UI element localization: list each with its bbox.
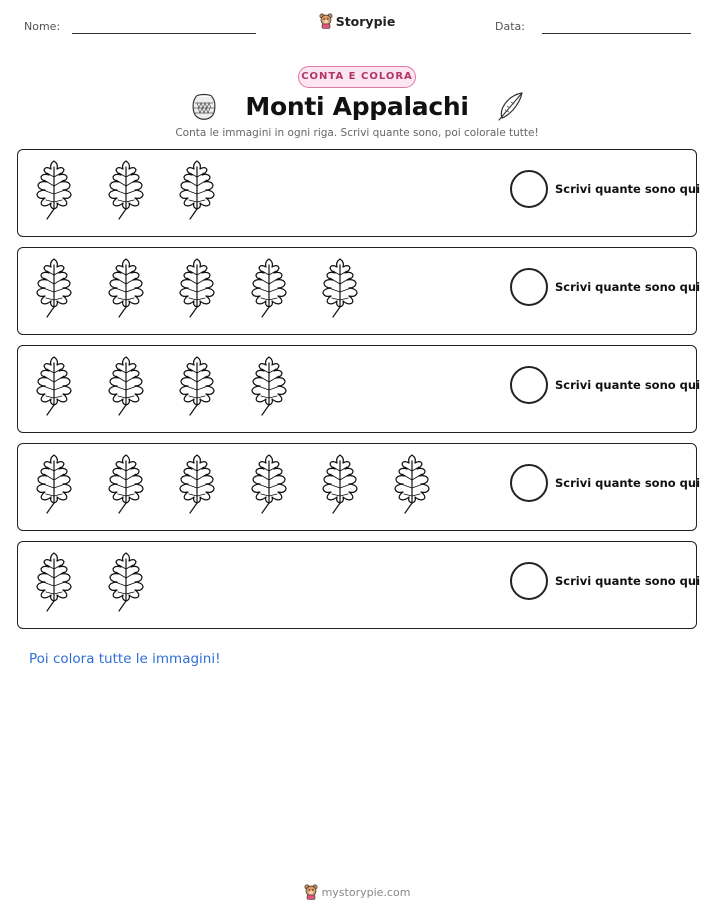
brand-name: Storypie <box>335 13 396 29</box>
oak-leaf-icon[interactable] <box>103 159 149 221</box>
oak-leaf-icon[interactable] <box>103 257 149 319</box>
answer-circle[interactable] <box>510 268 548 306</box>
write-count-hint: Scrivi quante sono qui <box>555 280 701 294</box>
oak-leaf-icon[interactable] <box>31 453 77 515</box>
answer-circle[interactable] <box>510 170 548 208</box>
oak-leaf-icon[interactable] <box>31 355 77 417</box>
write-count-hint: Scrivi quante sono qui <box>555 574 701 588</box>
counting-row <box>17 443 701 531</box>
answer-circle[interactable] <box>510 366 548 404</box>
write-count-hint: Scrivi quante sono qui <box>555 378 701 392</box>
oak-leaf-icon[interactable] <box>246 355 292 417</box>
basket-icon <box>189 91 219 121</box>
write-count-hint: Scrivi quante sono qui <box>555 476 701 490</box>
oak-leaf-icon[interactable] <box>317 257 363 319</box>
oak-leaf-icon[interactable] <box>389 453 435 515</box>
oak-leaf-icon[interactable] <box>103 453 149 515</box>
name-label: Nome: <box>24 20 61 33</box>
counting-row <box>17 247 701 335</box>
oak-leaf-icon[interactable] <box>246 257 292 319</box>
footer-note: Poi colora tutte le immagini! <box>29 651 221 667</box>
oak-leaf-icon[interactable] <box>174 257 220 319</box>
oak-leaf-icon[interactable] <box>317 453 363 515</box>
site-footer <box>0 884 714 904</box>
date-line[interactable] <box>542 33 691 34</box>
feather-icon <box>495 90 525 122</box>
oak-leaf-icon[interactable] <box>174 159 220 221</box>
name-line[interactable] <box>72 33 256 34</box>
page-title: Monti Appalachi <box>245 91 469 121</box>
oak-leaf-icon[interactable] <box>31 257 77 319</box>
oak-leaf-icon[interactable] <box>103 355 149 417</box>
storypie-bear-icon <box>304 884 318 900</box>
write-count-hint: Scrivi quante sono qui <box>555 182 701 196</box>
oak-leaf-icon[interactable] <box>31 551 77 613</box>
site-url: mystorypie.com <box>321 885 411 899</box>
counting-row <box>17 541 701 629</box>
oak-leaf-icon[interactable] <box>174 453 220 515</box>
counting-row <box>17 345 701 433</box>
answer-circle[interactable] <box>510 562 548 600</box>
oak-leaf-icon[interactable] <box>31 159 77 221</box>
instructions: Conta le immagini in ogni riga. Scrivi quante sono, poi colorale tutte! <box>175 127 539 139</box>
oak-leaf-icon[interactable] <box>174 355 220 417</box>
title-row <box>0 90 714 122</box>
storypie-bear-icon <box>319 13 333 29</box>
answer-circle[interactable] <box>510 464 548 502</box>
brand-logo <box>0 13 714 33</box>
counting-row <box>17 149 701 237</box>
oak-leaf-icon[interactable] <box>246 453 292 515</box>
date-label: Data: <box>495 20 525 33</box>
activity-badge: CONTA E COLORA <box>298 66 416 88</box>
oak-leaf-icon[interactable] <box>103 551 149 613</box>
